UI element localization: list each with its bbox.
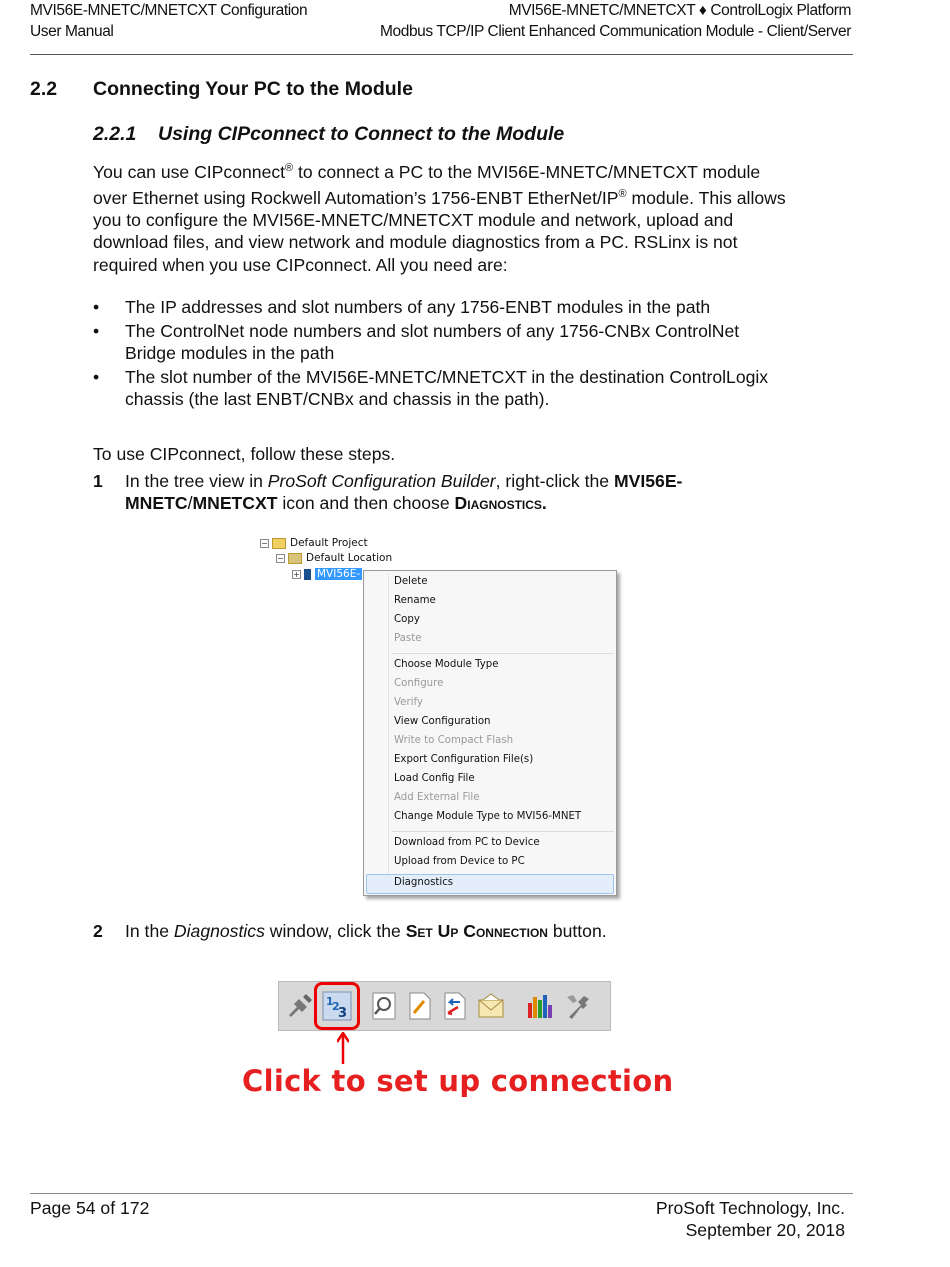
menu-item-view-configuration[interactable]: View Configuration [394, 716, 491, 727]
menu-item-diagnostics[interactable]: Diagnostics [394, 877, 454, 888]
subsection-number: 2.2.1 [93, 123, 137, 145]
search-icon[interactable] [370, 991, 400, 1021]
bar-chart-icon[interactable] [525, 991, 555, 1021]
highlight-box [314, 982, 360, 1030]
menu-item-add-external-file[interactable]: Add External File [394, 792, 480, 803]
section-number: 2.2 [30, 78, 58, 100]
app-name: ProSoft Configuration Builder [267, 471, 496, 491]
bullet-icon: • [93, 366, 100, 387]
step-number: 2 [93, 921, 103, 941]
menu-item-export-config[interactable]: Export Configuration File(s) [394, 754, 534, 765]
menu-item-copy[interactable]: Copy [394, 614, 420, 625]
menu-item-configure[interactable]: Configure [394, 678, 444, 689]
page-number: Page 54 of 172 [30, 1198, 150, 1218]
step-text [125, 470, 793, 514]
menu-item-rename[interactable]: Rename [394, 595, 436, 606]
button-name: Set Up Connection [405, 921, 548, 941]
menu-command: Diagnostics. [454, 493, 547, 514]
tools-icon[interactable] [563, 991, 593, 1021]
disconnect-icon[interactable] [285, 991, 315, 1021]
registered-mark: ® [618, 188, 627, 201]
tree-node-project[interactable] [260, 536, 368, 551]
collapse-icon[interactable]: − [261, 538, 268, 548]
registered-mark: ® [285, 162, 294, 174]
menu-item-write-compact-flash[interactable]: Write to Compact Flash [394, 735, 514, 746]
step-2 [93, 920, 793, 942]
window-name: Diagnostics [173, 921, 265, 941]
intro-text-2: to connect a PC to the MVI56E-MNETC/MNETCXT module over Ethernet using Rockwell Automation’s 1756-ENBT EtherNet/IP [93, 161, 761, 208]
list-item-text: The ControlNet node numbers and slot numbers of any 1756-CNBx ControlNet Bridge modules in the path [125, 320, 740, 363]
svg-text:2: 2 [332, 1000, 340, 1013]
expand-icon[interactable]: + [293, 569, 300, 579]
tree-node-label: Default Project [290, 537, 368, 549]
header-doc-title: MVI56E-MNETC/MNETCXT Configuration [30, 2, 308, 19]
step-text-part: / [187, 493, 193, 514]
tree-node-location[interactable] [276, 551, 392, 566]
step-1 [93, 470, 793, 514]
module-icon [304, 569, 311, 580]
publish-date: September 20, 2018 [685, 1220, 845, 1240]
list-item [93, 320, 793, 364]
company-name: ProSoft Technology, Inc. [655, 1198, 845, 1218]
intro-paragraph [93, 157, 793, 276]
header-doc-type: User Manual [30, 23, 114, 40]
menu-separator [392, 653, 614, 654]
section-heading [30, 78, 413, 101]
tree-node-label: Default Location [306, 552, 393, 564]
svg-text:1: 1 [326, 995, 334, 1008]
step-text-part: , right-click the [495, 471, 614, 491]
subsection-title: Using CIPconnect to Connect to the Module [158, 123, 565, 145]
step-text-part: window, click the [264, 921, 406, 941]
page-footer [30, 1193, 853, 1240]
tree-node-module[interactable] [292, 567, 362, 582]
intro-text-1: You can use CIPconnect [93, 161, 286, 182]
folder-icon [272, 538, 286, 549]
steps-intro: To use CIPconnect, follow these steps. [93, 444, 396, 464]
menu-item-paste[interactable]: Paste [394, 633, 422, 644]
menu-item-verify[interactable]: Verify [394, 697, 423, 708]
menu-item-load-config[interactable]: Load Config File [394, 773, 475, 784]
requirements-list [93, 296, 793, 412]
step-text [125, 920, 793, 942]
step-text-part: button. [547, 921, 607, 941]
bullet-icon: • [93, 297, 100, 317]
header-product: MVI56E-MNETC/MNETCXT ♦ ControlLogix Platform [508, 2, 851, 19]
step-text-part: In the tree view in [125, 471, 268, 491]
module-name: MNETCXT [192, 493, 278, 514]
menu-item-change-module-type[interactable]: Change Module Type to MVI56-MNET [394, 811, 582, 822]
intro-text-3: module. This allows you to configure the MVI56E-MNETC/MNETCXT module and network, upload and download files, and view network and module diagnostics from a PC. RSLinx is not required when you use CIPconnect. All you need are: [93, 187, 786, 275]
edit-icon[interactable] [405, 991, 435, 1021]
list-item [93, 296, 793, 318]
list-item [93, 366, 793, 410]
page-header [30, 0, 853, 55]
step-text-part: icon and then choose [277, 493, 455, 514]
svg-text:3: 3 [338, 1006, 348, 1021]
list-item-text: The IP addresses and slot numbers of any 1756-ENBT modules in the path [125, 297, 711, 317]
callout-label: Click to set up connection [242, 1064, 674, 1098]
transfer-icon[interactable] [440, 991, 470, 1021]
step-text-part: In the [125, 921, 174, 941]
list-item-text: The slot number of the MVI56E-MNETC/MNETCXT in the destination ControlLogix chassis (the last ENBT/CNBx and chassis in the path). [125, 366, 769, 409]
mail-icon[interactable] [476, 991, 506, 1021]
menu-item-choose-module-type[interactable]: Choose Module Type [394, 659, 499, 670]
menu-gutter [388, 573, 389, 893]
header-product-desc: Modbus TCP/IP Client Enhanced Communication Module - Client/Server [380, 23, 851, 40]
bullet-icon: • [93, 320, 100, 341]
step-number: 1 [93, 471, 103, 491]
arrow-up-icon [337, 1032, 349, 1064]
tree-node-label: MVI56E- [317, 568, 361, 580]
location-icon [288, 553, 302, 564]
collapse-icon[interactable]: − [277, 553, 284, 563]
section-title: Connecting Your PC to the Module [93, 78, 413, 100]
menu-item-delete[interactable]: Delete [394, 576, 428, 587]
module-name: MVI56E-MNETC [125, 471, 683, 514]
context-menu [363, 570, 617, 896]
menu-item-upload[interactable]: Upload from Device to PC [394, 856, 525, 867]
menu-item-download[interactable]: Download from PC to Device [394, 837, 540, 848]
subsection-heading [93, 123, 564, 146]
menu-separator [392, 831, 614, 832]
